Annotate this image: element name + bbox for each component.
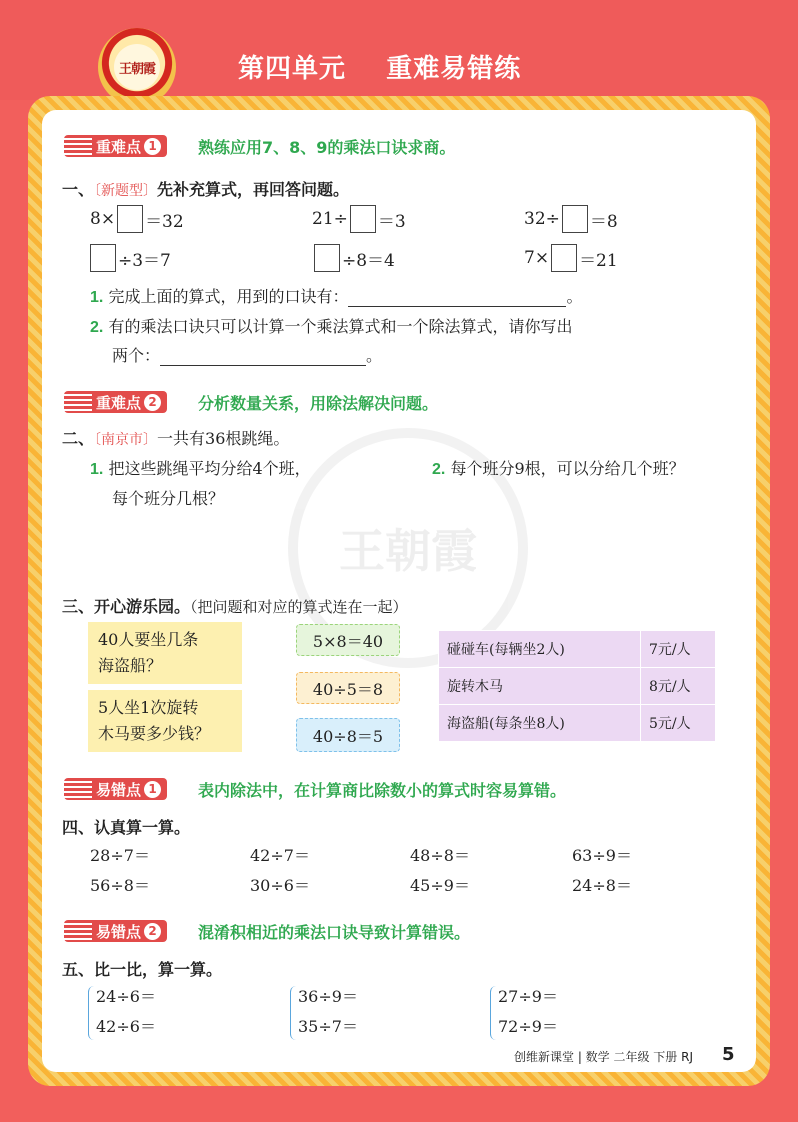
q2-sub1-line2: 每个班分几根？ [112,489,225,508]
section-desc-key-2: 分析数量关系，用除法解决问题。 [198,394,439,413]
calc-item: 48÷8＝ [410,846,470,865]
q2-sub1: 1. 把这些跳绳平均分给4个班， [90,459,311,478]
question-5-head: 五、比一比，算一算。 [62,960,223,979]
section-tag-error-1: 易错点 1 [64,776,186,802]
section-tag-error-2: 易错点 2 [64,918,186,944]
compare-item: 72÷9＝ [498,1017,558,1036]
section-tag-key-2: 重难点 2 [64,389,186,415]
answer-box[interactable] [562,205,588,233]
question-3-head: 三、开心游乐园。（把问题和对应的算式连在一起） [62,597,408,616]
table-row [439,705,716,742]
q1-sub2-line2: 两个： 。 [112,346,383,365]
calc-item: 45÷9＝ [410,876,470,895]
section-desc-key-1: 熟练应用7、8、9的乘法口诀求商。 [198,138,456,157]
question-2-head: 二、〔南京市〕一共有36根跳绳。 [62,429,290,448]
stripes-icon [64,135,92,157]
table-cell: 碰碰车(每辆坐2人) [439,631,641,668]
calc-item: 24÷8＝ [572,876,632,895]
stripes-icon [64,391,92,413]
equation-1: 8× ＝32 [90,205,184,233]
table-cell: 旋转木马 [439,668,641,705]
equation-2: 21÷ ＝3 [312,205,406,233]
calc-item: 56÷8＝ [90,876,150,895]
formula-card-1[interactable]: 5×8＝40 [296,624,400,656]
watermark-text: 王朝霞 [339,524,477,578]
formula-card-2[interactable]: 40÷5＝8 [296,672,400,704]
logo-text: 王朝霞 [114,44,160,90]
q1-sub2: 2. 有的乘法口诀只可以计算一个乘法算式和一个除法算式，请你写出 [90,317,573,336]
question-card-carousel[interactable]: 5人坐1次旋转 木马要多少钱？ [88,690,242,752]
page-title: 第四单元 重难易错练 [238,54,522,84]
equation-4: ÷3＝7 [88,244,171,272]
question-card-pirate-ship[interactable]: 40人要坐几条 海盗船？ [88,622,242,684]
compare-item: 35÷7＝ [298,1017,358,1036]
formula-card-3[interactable]: 40÷8＝5 [296,718,400,752]
calc-item: 30÷6＝ [250,876,310,895]
question-1-head: 一、〔新题型〕先补充算式，再回答问题。 [62,180,350,199]
q1-sub1: 1. 完成上面的算式，用到的口诀有： 。 [90,287,583,306]
calc-item: 42÷7＝ [250,846,310,865]
table-cell: 5元/人 [641,705,716,742]
brand-logo [98,28,176,106]
stripes-icon [64,920,92,942]
table-row [439,668,716,705]
table-cell: 8元/人 [641,668,716,705]
answer-box[interactable] [551,244,577,272]
section-tag-key-1: 重难点 1 [64,133,186,159]
page-number: 5 [722,1044,735,1065]
section-desc-error-2: 混淆积相近的乘法口诀导致计算错误。 [198,923,471,942]
question-4-head: 四、认真算一算。 [62,818,191,837]
compare-item: 36÷9＝ [298,987,358,1006]
calc-item: 28÷7＝ [90,846,150,865]
brace-icon [290,986,297,1040]
table-cell: 7元/人 [641,631,716,668]
compare-item: 42÷6＝ [96,1017,156,1036]
compare-item: 24÷6＝ [96,987,156,1006]
price-table [438,630,716,742]
answer-line[interactable] [160,347,366,366]
footer-text: 创维新课堂 | 数学 二年级 下册 RJ [514,1050,693,1064]
section-desc-error-1: 表内除法中，在计算商比除数小的算式时容易算错。 [198,781,567,800]
stripes-icon [64,778,92,800]
brace-icon [88,986,95,1040]
table-row [439,631,716,668]
q2-sub2: 2. 每个班分9根，可以分给几个班？ [432,459,685,478]
answer-box[interactable] [90,244,116,272]
compare-item: 27÷9＝ [498,987,558,1006]
answer-box[interactable] [314,244,340,272]
answer-box[interactable] [117,205,143,233]
equation-5: ÷8＝4 [312,244,395,272]
table-cell: 海盗船(每条坐8人) [439,705,641,742]
equation-3: 32÷ ＝8 [524,205,618,233]
equation-6: 7× ＝21 [524,244,618,272]
calc-item: 63÷9＝ [572,846,632,865]
answer-box[interactable] [350,205,376,233]
brace-icon [490,986,497,1040]
answer-line[interactable] [348,288,566,307]
